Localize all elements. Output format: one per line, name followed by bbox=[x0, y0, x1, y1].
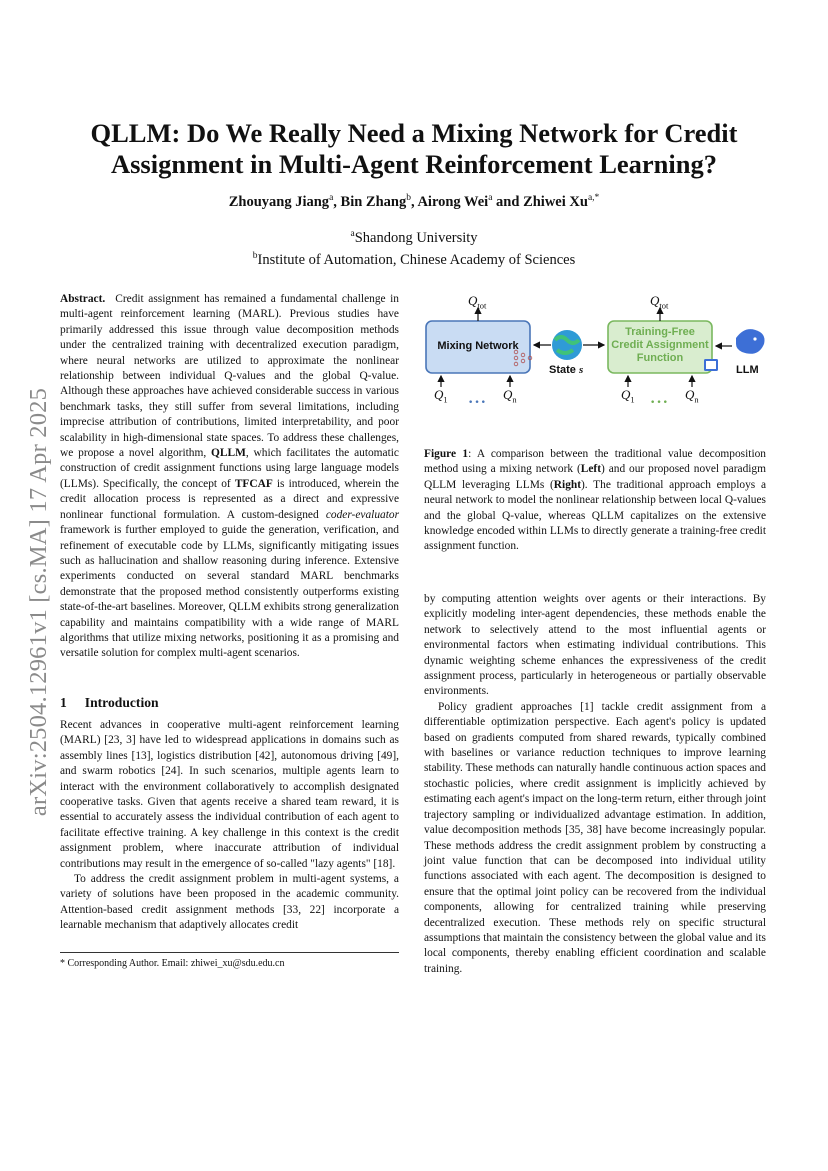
title-line-2: Assignment in Multi-Agent Reinforcement Learning? bbox=[110, 149, 718, 179]
state-globe-icon bbox=[552, 330, 582, 360]
footnote: * Corresponding Author. Email: zhiwei_xu@sdu.edu.cn bbox=[60, 958, 285, 969]
section-heading bbox=[60, 695, 159, 711]
mixing-network-label: Mixing Network bbox=[437, 340, 519, 352]
affiliation-b: $^b$Institute of Automation, Chinese Academy of Sciences bbox=[252, 250, 576, 268]
abstract-paragraph: Abstract. Credit assignment has remained a fundamental challenge in multi-agent reinforcement learning (MARL). Previous studies have primarily addressed this issue through value decomposition methods under the centralized training with decentralized execution paradigm, where neural networks are utilized to approximate the nonlinear relationship between individual Q-values and the global Q-value. Although these approaches have achieved considerable success in various benchmark tasks, they still suffer from several limitations, including imprecise attribution of contributions, limited interpretability, and poor scalability in high-dimensional state spaces. To address these challenges, we propose a novel algorithm, QLLM, which facilitates the automatic construction of credit assignment functions using large language models (LLMs). Specifically, the concept of TFCAF is introduced, wherein the credit allocation process is represented as a direct and expressive nonlinear functional formulation. A custom-designed coder-evaluator framework is further employed to guide the generation, verification, and refinement of executable code by LLMs, significantly mitigating issues such as hallucination and shallow reasoning during inference. Extensive experiments conducted on several standard MARL benchmarks demonstrate that the proposed method consistently outperforms existing state-of-the-art baselines. Moreover, QLLM exhibits strong generalization capability and maintains compatibility with a wide range of MARL algorithms that utilize mixing networks, positioning it as a promising and versatile solution for complex multi-agent scenarios. bbox=[60, 293, 399, 660]
intro-paragraph-1: Recent advances in cooperative multi-agent reinforcement learning (MARL) [23, 3] have led to widespread applications in domains such as assembly lines [13], logistics distribution [42], autonomous driving [49], and swarm robotics [24]. In such scenarios, multiple agents learn to interact with the environment collaboratively to accomplish designated cooperative tasks. Given that agents receive a shared team reward, it is essential to accurately assess the individual contribution of each agent to facilitate effective training. A key challenge in this context is the credit assignment problem, where inaccurate attribution of individual contributions may result in the emergence of so-called "lazy agents" [18]. bbox=[60, 719, 399, 870]
llm-label: LLM bbox=[736, 364, 759, 376]
abstract bbox=[60, 292, 399, 662]
author-1: Zhouyang Jiang$^a$, bbox=[228, 193, 341, 210]
agents-ellipsis-right: ··· bbox=[650, 394, 670, 411]
q1-label-right: $Q_1$ bbox=[621, 387, 635, 405]
training-free-label: Training-Free Credit Assignment Function bbox=[611, 326, 709, 364]
intro-paragraph-2: To address the credit assignment problem in multi-agent systems, a variety of solutions have been proposed in the academic community. Attention-based credit assignment methods [33, 22] incorporate a learnable mechanism that adaptively allocates credit bbox=[60, 873, 399, 932]
title-line-1: QLLM: Do We Really Need a Mixing Network for Credit bbox=[90, 118, 738, 148]
qn-label-right: $Q_n$ bbox=[685, 387, 699, 405]
section-title: Introduction bbox=[84, 695, 159, 710]
right-column-body bbox=[424, 592, 766, 977]
figure-1 bbox=[424, 290, 770, 420]
author-list bbox=[0, 193, 828, 211]
author-4: Zhiwei $Xu^{a,*}$ bbox=[523, 193, 600, 210]
agents-ellipsis-left: ··· bbox=[468, 394, 488, 411]
qtot-label-left: $Q_{tot}$ bbox=[468, 293, 487, 311]
qtot-label-right: $Q_{tot}$ bbox=[650, 293, 669, 311]
q1-label-left: $Q_1$ bbox=[434, 387, 448, 405]
arxiv-id[interactable]: arXiv:2504.12961v1 [cs.MA] 17 Apr 2025 bbox=[25, 387, 52, 817]
paper-title bbox=[40, 118, 788, 180]
footnote-divider bbox=[60, 952, 399, 953]
abstract-label: Abstract. bbox=[60, 293, 106, 305]
llm-logo-icon bbox=[736, 329, 765, 354]
affiliations bbox=[0, 225, 828, 269]
affiliation-a: $^a$Shandong University bbox=[350, 229, 478, 246]
qn-label-left: $Q_n$ bbox=[503, 387, 517, 405]
right-paragraph-1: by computing attention weights over agents or their interactions. By explicitly modeling inter-agent dependencies, these methods enable the network to selectively attend to the most influential agents or environmental factors when estimating individual contributions. This dynamic weighting scheme enhances the expressiveness of the credit assignment process, particularly in heterogeneous or partially observable environments. bbox=[424, 593, 766, 698]
introduction-body bbox=[60, 718, 399, 934]
arxiv-stamp bbox=[19, 352, 59, 852]
author-2: Bin Zhang$^b$, bbox=[340, 193, 418, 210]
figure-caption: Figure 1: A comparison between the traditional value decomposition method using a mixing network (Left) and our proposed novel paradigm QLLM leveraging LLMs (Right). The traditional approach employs a neural network to model the nonlinear relationship between local Q-values and the global Q-value, whereas QLLM capitalizes on the extensive knowledge encoded within LLMs to directly generate a training-free credit assignment function. bbox=[424, 448, 767, 553]
section-number: 1 bbox=[60, 695, 67, 710]
right-paragraph-2: Policy gradient approaches [1] tackle credit assignment from a differentiable optimization perspective. Each agent's policy is updated based on gradients computed from shared rewards, typically combined with baselines or variance reduction techniques to improve learning stability. These methods can naturally handle continuous action spaces and stochastic policies, where credit assignment is implicitly achieved by estimating each agent's impact on the long-term return, either through joint trajectory sampling or individualized advantage estimation. In addition, value decomposition methods [35, 38] have become increasingly popular. These methods address the credit assignment problem by constructing a joint value function that can be decomposed into individual utility functions associated with each agent. The decomposition is designed to ensure that the optimal joint policy can be recovered from the individual components, allowing for centralized training while preserving decentralized execution. These methods rely on specific structural assumptions that maintain the consistency between the global value and its local components, thereby enabling efficient coordination and scalable training. bbox=[424, 700, 766, 975]
author-3: Airong Wei$^a$ and bbox=[417, 193, 524, 210]
state-label: State s bbox=[549, 364, 584, 376]
